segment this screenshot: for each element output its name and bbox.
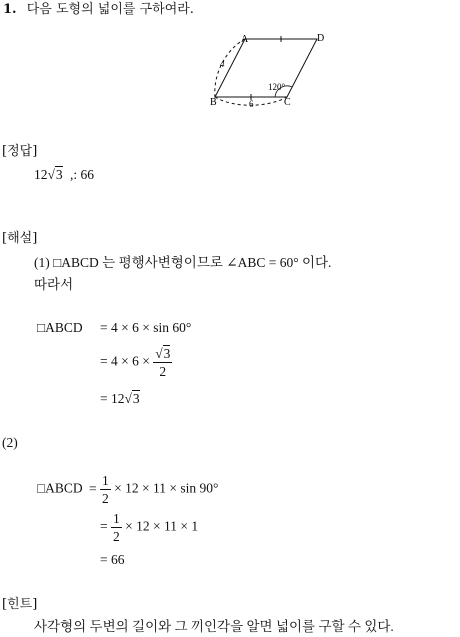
parallelogram-figure [205, 30, 335, 110]
eq2-num: 3 [163, 346, 171, 361]
eq4-lhs: □ABCD [37, 480, 83, 496]
eq5-eq: = [100, 518, 108, 534]
question-line [3, 3, 194, 16]
answer-value: 12√3 ,: 66 [34, 167, 95, 182]
vertex-d: D [317, 33, 325, 44]
eq2-den: 2 [159, 363, 167, 379]
solution-line1: (1) □ABCD 는 평행사변형이므로 ∠ABC = 60° 이다. [34, 255, 332, 270]
question-text: 다음 도형의 넓이를 구하여라. [26, 2, 194, 17]
eq3-rad: 3 [132, 391, 140, 406]
vertex-b: B [210, 97, 217, 108]
eq5-fraction [111, 512, 122, 543]
eq5-num: 1 [113, 511, 120, 526]
vertex-c: C [284, 97, 291, 108]
eq5 [100, 512, 198, 543]
side-ab-label: 4 [220, 59, 225, 69]
hint-text: 사각형의 두변의 길이와 그 끼인각을 알면 넓이를 구할 수 있다. [34, 619, 394, 634]
solution-line2: 따라서 [34, 277, 74, 292]
angle-label: 120° [268, 82, 286, 92]
vertex-a: A [241, 34, 249, 45]
question-number: 1. [3, 2, 17, 17]
answer-sep: ,: 66 [70, 167, 95, 182]
eq3: = 12√3 [100, 391, 140, 406]
eq4-rest: × 12 × 11 × sin 90° [114, 480, 219, 496]
eq4-eq: = [89, 480, 97, 496]
eq4-num: 1 [102, 473, 109, 488]
answer-coeff: 12 [34, 167, 48, 182]
eq4 [37, 474, 218, 505]
eq2-pre: = 4 × 6 × [100, 353, 150, 369]
hint-label: [힌트] [2, 597, 38, 612]
eq3-pre: = 12 [100, 391, 125, 406]
eq4-den: 2 [102, 490, 109, 506]
part2-label: (2) [2, 435, 18, 450]
solution-label: [해설] [2, 231, 38, 246]
eq4-fraction [100, 474, 111, 505]
eq1-lhs: □ABCD [37, 320, 83, 335]
eq5-den: 2 [113, 528, 120, 544]
eq2 [100, 347, 172, 378]
eq5-rest: × 12 × 11 × 1 [125, 518, 199, 534]
answer-label: [정답] [2, 144, 38, 159]
eq6: = 66 [100, 552, 125, 567]
eq1-rhs: = 4 × 6 × sin 60° [100, 320, 192, 335]
eq2-fraction: $\frac{√3}{2}$ [155, 346, 171, 379]
answer-radicand: 3 [55, 167, 63, 182]
parallelogram-shape [215, 39, 317, 97]
side-bc-label: 6 [249, 99, 254, 109]
